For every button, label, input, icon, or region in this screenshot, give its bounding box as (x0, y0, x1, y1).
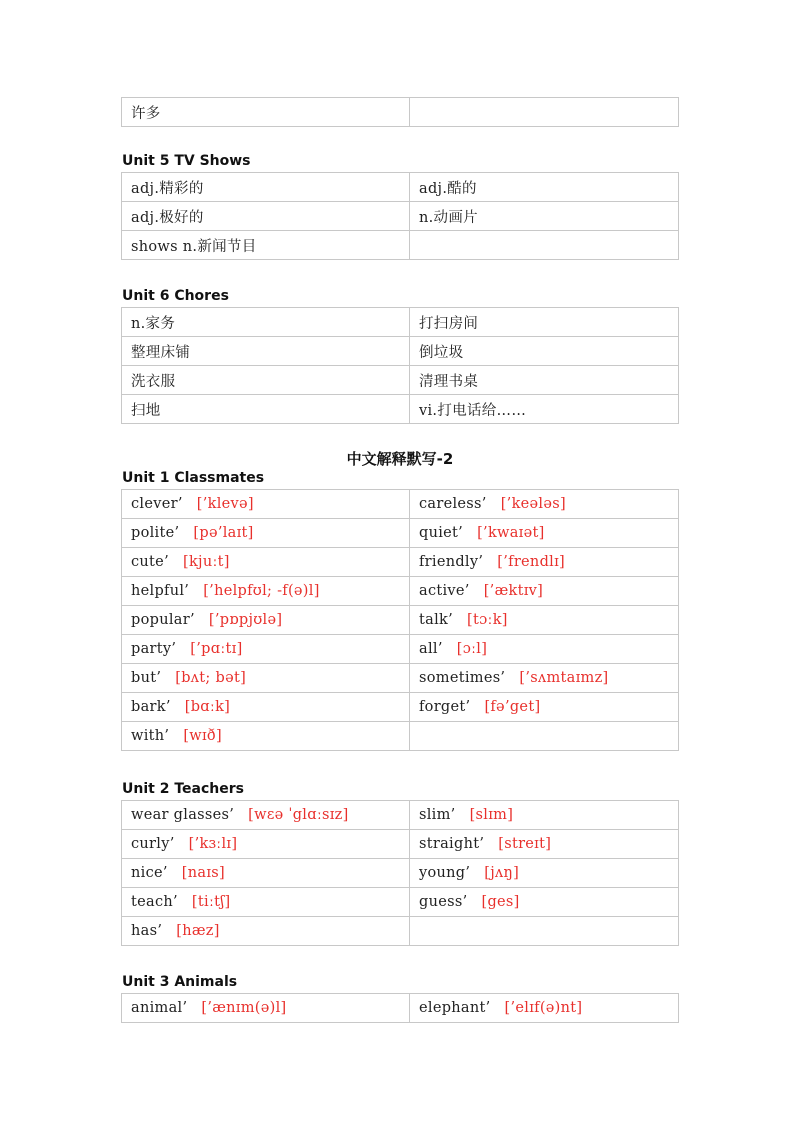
word: with’ (131, 728, 170, 744)
phonetic: [’frendlɪ] (497, 554, 565, 570)
table-cell (410, 917, 679, 946)
unit3-table (121, 993, 679, 1023)
table-row (122, 830, 679, 859)
table-row (122, 308, 679, 337)
table-cell (410, 693, 679, 722)
word: polite’ (131, 525, 180, 541)
table-row (122, 693, 679, 722)
word: helpful’ (131, 583, 190, 599)
unit1-heading: Unit 1 Classmates (122, 470, 265, 486)
word: nice’ (131, 865, 168, 881)
word: bark’ (131, 699, 171, 715)
table-cell: 整理床铺 (122, 337, 410, 366)
table-cell (122, 519, 410, 548)
word: straight’ (419, 836, 485, 852)
table-row (122, 490, 679, 519)
table-cell (410, 888, 679, 917)
phonetic: [ges] (481, 894, 520, 910)
word: friendly’ (419, 554, 484, 570)
table-row (122, 859, 679, 888)
word: but’ (131, 670, 162, 686)
phonetic: [jʌŋ] (484, 865, 520, 881)
phonetic: [bɑːk] (184, 699, 231, 715)
word: party’ (131, 641, 177, 657)
table-row (122, 664, 679, 693)
word: talk’ (419, 612, 454, 628)
phonetic: [’æktɪv] (483, 583, 544, 599)
word: teach’ (131, 894, 178, 910)
phonetic: [’sʌmtaɪmz] (519, 670, 609, 686)
phonetic: [ɔːl] (456, 641, 488, 657)
word: young’ (419, 865, 471, 881)
table-row (122, 98, 679, 127)
table-cell (122, 606, 410, 635)
word: guess’ (419, 894, 468, 910)
word: has’ (131, 923, 163, 939)
word: elephant’ (419, 1000, 491, 1016)
table-cell: adj.精彩的 (122, 173, 410, 202)
table-cell (122, 693, 410, 722)
unit5-table (121, 172, 679, 260)
section-title: 中文解释默写-2 (346, 450, 454, 468)
phonetic: [’kwaɪət] (477, 525, 545, 541)
table-row (122, 635, 679, 664)
table-cell (410, 606, 679, 635)
table-row (122, 606, 679, 635)
table-cell: 洗衣服 (122, 366, 410, 395)
table-row (122, 395, 679, 424)
table-cell (410, 994, 679, 1023)
word: quiet’ (419, 525, 464, 541)
table-cell (410, 519, 679, 548)
unit6-table (121, 307, 679, 424)
table-cell (410, 830, 679, 859)
table-row (122, 231, 679, 260)
phonetic: [’elɪf(ə)nt] (504, 1000, 583, 1016)
table-cell (410, 548, 679, 577)
phonetic: [’pɑːtɪ] (190, 641, 243, 657)
table-cell (122, 888, 410, 917)
table-row (122, 548, 679, 577)
phonetic: [bʌt; bət] (175, 670, 247, 686)
phonetic: [’klevə] (196, 496, 254, 512)
phonetic: [tiːtʃ] (191, 894, 231, 910)
phonetic: [fə’get] (484, 699, 541, 715)
table-cell (122, 722, 410, 751)
phonetic: [wɛə ˈglɑːsɪz] (248, 807, 349, 823)
word: forget’ (419, 699, 471, 715)
table-cell: n.动画片 (410, 202, 679, 231)
table-row (122, 577, 679, 606)
word: curly’ (131, 836, 175, 852)
phonetic: [naɪs] (181, 865, 225, 881)
phonetic: [hæz] (176, 923, 220, 939)
table-cell (410, 859, 679, 888)
vocab-table-top (121, 97, 679, 127)
phonetic: [kjuːt] (182, 554, 230, 570)
table-cell (410, 635, 679, 664)
phonetic: [’pɒpjʊlə] (208, 612, 283, 628)
word: slim’ (419, 807, 456, 823)
unit1-table (121, 489, 679, 751)
table-cell: 倒垃圾 (410, 337, 679, 366)
unit2-heading: Unit 2 Teachers (122, 781, 244, 797)
unit3-heading: Unit 3 Animals (122, 974, 238, 990)
table-cell (122, 994, 410, 1023)
table-cell: adj.酷的 (410, 173, 679, 202)
phonetic: [’helpfʊl; -f(ə)l] (203, 583, 320, 599)
table-cell (410, 664, 679, 693)
unit5-heading: Unit 5 TV Shows (122, 153, 251, 169)
word: careless’ (419, 496, 487, 512)
phonetic: [wɪð] (183, 728, 222, 744)
table-row (122, 888, 679, 917)
table-cell: 清理书桌 (410, 366, 679, 395)
table-cell (122, 664, 410, 693)
phonetic: [’ænɪm(ə)l] (201, 1000, 287, 1016)
table-cell (122, 859, 410, 888)
unit2-table (121, 800, 679, 946)
table-cell (122, 490, 410, 519)
table-cell (122, 830, 410, 859)
table-cell (410, 577, 679, 606)
word: sometimes’ (419, 670, 506, 686)
word: cute’ (131, 554, 169, 570)
table-row (122, 801, 679, 830)
table-cell: vi.打电话给…… (410, 395, 679, 424)
table-row (122, 366, 679, 395)
table-row (122, 337, 679, 366)
table-cell: 打扫房间 (410, 308, 679, 337)
phonetic: [’kɜːlɪ] (188, 836, 238, 852)
table-cell (410, 98, 679, 127)
table-cell (122, 577, 410, 606)
word: popular’ (131, 612, 195, 628)
table-cell (122, 917, 410, 946)
phonetic: [pə’laɪt] (193, 525, 254, 541)
table-cell (410, 722, 679, 751)
table-row (122, 994, 679, 1023)
table-row (122, 722, 679, 751)
word: active’ (419, 583, 470, 599)
table-cell: adj.极好的 (122, 202, 410, 231)
table-row (122, 519, 679, 548)
table-cell: 扫地 (122, 395, 410, 424)
table-cell (122, 548, 410, 577)
table-cell (122, 635, 410, 664)
table-cell (410, 231, 679, 260)
table-cell: n.家务 (122, 308, 410, 337)
table-cell: 许多 (122, 98, 410, 127)
table-cell (410, 801, 679, 830)
unit6-heading: Unit 6 Chores (122, 288, 229, 304)
table-row (122, 202, 679, 231)
phonetic: [tɔːk] (467, 612, 508, 628)
phonetic: [slɪm] (469, 807, 514, 823)
table-row (122, 917, 679, 946)
word: clever’ (131, 496, 183, 512)
table-row (122, 173, 679, 202)
word: animal’ (131, 1000, 188, 1016)
word: all’ (419, 641, 443, 657)
table-cell (410, 490, 679, 519)
word: wear glasses’ (131, 807, 235, 823)
table-cell: shows n.新闻节目 (122, 231, 410, 260)
phonetic: [streɪt] (498, 836, 552, 852)
table-cell (122, 801, 410, 830)
phonetic: [’keələs] (500, 496, 566, 512)
